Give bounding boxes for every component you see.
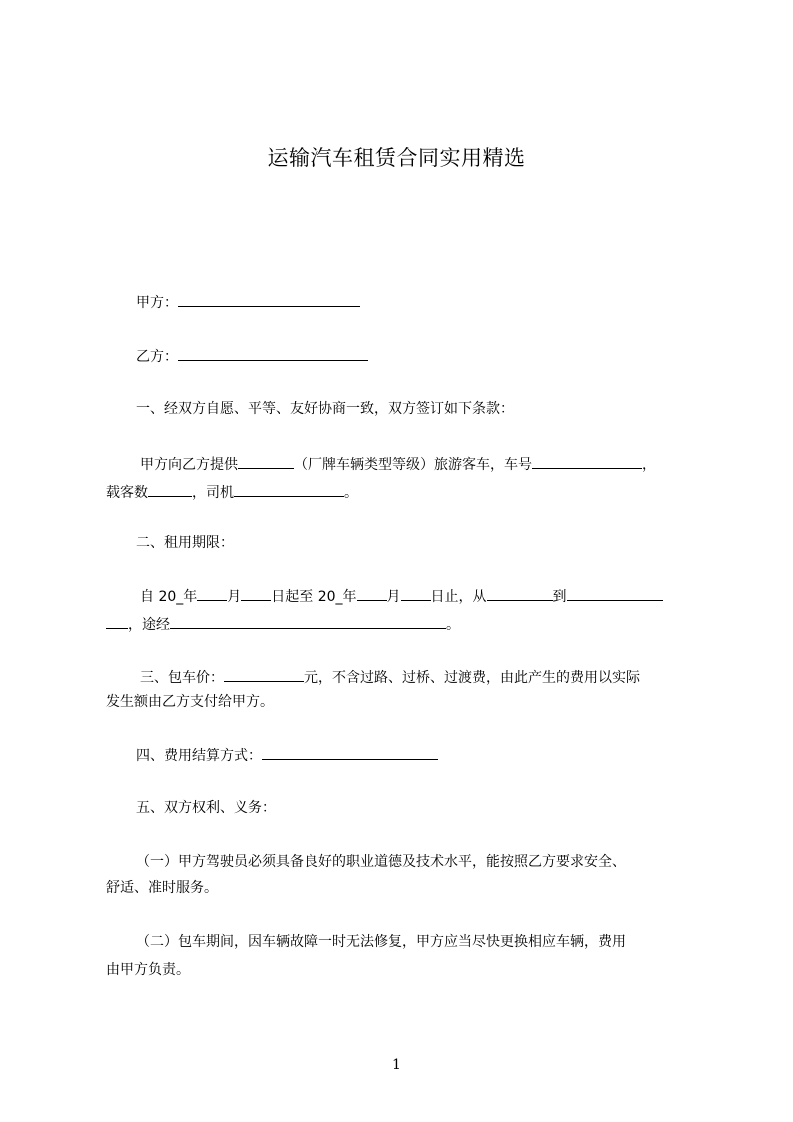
start-month-blank[interactable] — [197, 584, 227, 601]
party-b-blank[interactable] — [178, 344, 368, 361]
section-1-line-2 — [106, 480, 358, 504]
destination-blank-continued[interactable] — [106, 612, 128, 629]
section-2-line-2 — [106, 612, 460, 636]
destination-blank[interactable] — [567, 584, 663, 601]
section-1-period: 。 — [344, 485, 358, 501]
section-1-text-driver: ，司机 — [192, 485, 234, 501]
start-month-text: 月 — [227, 589, 242, 605]
clause-2-line-2: 由甲方负责。 — [106, 962, 190, 978]
clause-1-line-1: （一）甲方驾驶员必须具备良好的职业道德及技术水平，能按照乙方要求安全、 — [136, 854, 626, 870]
party-a-blank[interactable] — [178, 290, 360, 307]
party-a-label: 甲方： — [136, 295, 178, 311]
route-period: 。 — [446, 617, 460, 633]
plate-number-blank[interactable] — [532, 452, 642, 469]
page-number: 1 — [392, 1057, 401, 1073]
charter-price-text: 元，不含过路、过桥、过渡费，由此产生的费用以实际 — [304, 670, 640, 686]
charter-price-blank[interactable] — [224, 665, 304, 682]
route-blank[interactable] — [170, 612, 446, 629]
section-1-text-provide: 甲方向乙方提供 — [140, 457, 238, 473]
section-2-heading: 二、租用期限： — [136, 535, 234, 551]
driver-name-blank[interactable] — [234, 480, 344, 497]
section-1-comma: ， — [642, 457, 656, 473]
party-a-line — [136, 290, 360, 314]
document-title: 运输汽车租赁合同实用精选 — [267, 146, 526, 170]
start-day-blank[interactable] — [241, 584, 271, 601]
to-text: 到 — [552, 589, 567, 605]
section-1-line-1 — [140, 452, 656, 476]
clause-1-line-2: 舒适、准时服务。 — [106, 880, 218, 896]
charter-price-label: 三、包车价： — [140, 670, 224, 686]
end-month-text: 月 — [386, 589, 401, 605]
section-3-line-1 — [140, 665, 640, 689]
start-year-text: 自 20_年 — [140, 589, 198, 605]
section-4-line — [136, 743, 438, 767]
party-b-label: 乙方： — [136, 349, 178, 365]
settlement-method-blank[interactable] — [262, 743, 438, 760]
section-1-heading: 一、经双方自愿、平等、友好协商一致，双方签订如下条款： — [136, 401, 514, 417]
section-1-text-capacity: 载客数 — [106, 485, 148, 501]
party-b-line — [136, 344, 368, 368]
clause-2-line-1: （二）包车期间，因车辆故障一时无法修复，甲方应当尽快更换相应车辆，费用 — [136, 934, 626, 950]
section-2-line-1 — [140, 584, 663, 608]
end-day-text: 日止，从 — [430, 589, 487, 605]
origin-blank[interactable] — [487, 584, 553, 601]
end-year-text: 日起至 20_年 — [271, 589, 357, 605]
route-text: ，途经 — [128, 617, 170, 633]
settlement-method-label: 四、费用结算方式： — [136, 748, 262, 764]
vehicle-type-blank[interactable] — [238, 452, 294, 469]
section-5-heading: 五、双方权利、义务： — [136, 800, 276, 816]
section-1-text-plate: （厂牌车辆类型等级）旅游客车，车号 — [294, 457, 532, 473]
section-3-line-2: 发生额由乙方支付给甲方。 — [106, 694, 274, 710]
end-day-blank[interactable] — [401, 584, 431, 601]
passenger-capacity-blank[interactable] — [148, 480, 192, 497]
end-month-blank[interactable] — [357, 584, 387, 601]
